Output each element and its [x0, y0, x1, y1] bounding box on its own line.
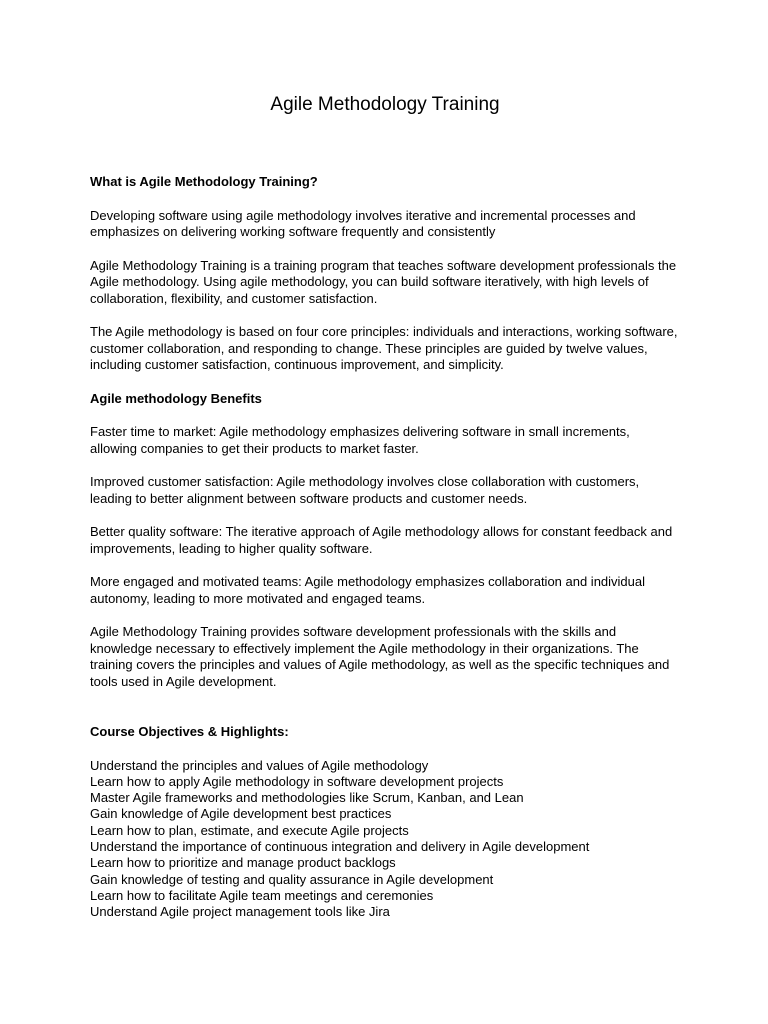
list-item: Master Agile frameworks and methodologies like Scrum, Kanban, and Lean — [90, 790, 524, 806]
paragraph: The Agile methodology is based on four core principles: individuals and interactions, working software, customer collaboration, and responding to change. These principles are guided by twelve values, including customer satisfaction, continuous improvement, and simplicity. — [90, 324, 678, 372]
section-heading: What is Agile Methodology Training? — [90, 174, 318, 189]
list-item: Learn how to facilitate Agile team meetings and ceremonies — [90, 887, 434, 903]
list-item: Learn how to apply Agile methodology in software development projects — [90, 773, 504, 789]
list-item: Learn how to plan, estimate, and execute Agile projects — [90, 822, 409, 838]
paragraph: Faster time to market: Agile methodology emphasizes delivering software in small increments, allowing companies to get their products to market faster. — [90, 424, 630, 456]
section-course-objectives — [90, 724, 680, 920]
paragraph: Agile Methodology Training provides software development professionals with the skills and knowledge necessary to effectively implement the Agile methodology in their organizations. The training covers the principles and values of Agile methodology, as well as the specific techniques and tools used in Agile development. — [90, 624, 670, 689]
paragraph: Agile Methodology Training is a training program that teaches software development professionals the Agile methodology. Using agile methodology, you can build software iteratively, with high levels of collaboration, flexibility, and customer satisfaction. — [90, 257, 677, 306]
paragraph: Better quality software: The iterative approach of Agile methodology allows for constant feedback and improvements, leading to higher quality software. — [90, 524, 673, 556]
list-item: Gain knowledge of Agile development best practices — [90, 806, 392, 822]
list-item: Learn how to prioritize and manage product backlogs — [90, 855, 396, 871]
list-item: Understand the principles and values of Agile methodology — [90, 757, 429, 773]
section-heading: Agile methodology Benefits — [90, 390, 262, 406]
list-item: Gain knowledge of testing and quality assurance in Agile development — [90, 871, 494, 887]
paragraph: Developing software using agile methodology involves iterative and incremental processes and emphasizes on delivering working software frequently and consistently — [90, 207, 636, 239]
objectives-list — [90, 758, 680, 921]
list-item: Understand Agile project management tools like Jira — [90, 904, 390, 920]
section-what-is — [90, 174, 680, 374]
section-heading: Course Objectives & Highlights: — [90, 724, 289, 739]
document-title: Agile Methodology Training — [270, 94, 500, 115]
paragraph: More engaged and motivated teams: Agile methodology emphasizes collaboration and individual autonomy, leading to more motivated and engaged teams. — [90, 574, 646, 606]
section-benefits — [90, 391, 680, 691]
paragraph: Improved customer satisfaction: Agile methodology involves close collaboration with customers, leading to better alignment between software products and customer needs. — [90, 474, 640, 506]
list-item: Understand the importance of continuous integration and delivery in Agile development — [90, 838, 590, 854]
